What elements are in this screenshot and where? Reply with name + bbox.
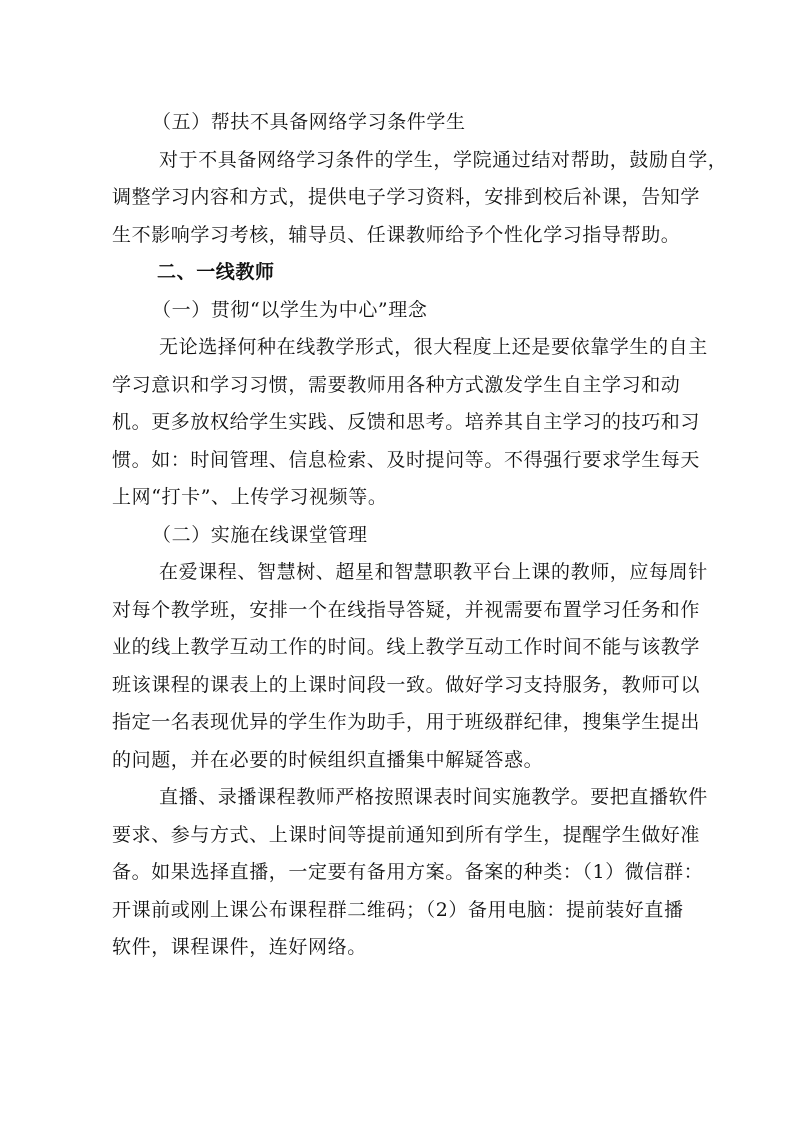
paragraph-line: 调整学习内容和方式，提供电子学习资料，安排到校后补课，告知学: [112, 186, 701, 208]
subsection-heading: （一）贯彻“以学生为中心”理念: [152, 298, 428, 321]
paragraph-line: 对于不具备网络学习条件的学生，学院通过结对帮助，鼓励自学，: [159, 148, 728, 171]
paragraph-line: 班该课程的课表上的上课时间段一致。做好学习支持服务，教师可以: [112, 673, 701, 696]
paragraph-line: 业的线上教学互动工作的时间。线上教学互动工作时间不能与该教学: [112, 636, 701, 658]
paragraph-line: 机。更多放权给学生实践、反馈和思考。培养其自主学习的技巧和习: [112, 411, 701, 433]
paragraph-line: 对每个教学班，安排一个在线指导答疑，并视需要布置学习任务和作: [112, 598, 701, 621]
paragraph-line: 直播、录播课程教师严格按照课表时间实施教学。要把直播软件: [159, 786, 708, 808]
subsection-heading: （二）实施在线课堂管理: [152, 523, 368, 546]
paragraph-line: 要求、参与方式、上课时间等提前通知到所有学生，提醒学生做好准: [112, 823, 701, 846]
paragraph-line: 学习意识和学习习惯，需要教师用各种方式激发学生自主学习和动: [112, 373, 681, 396]
subsection-heading: （五）帮扶不具备网络学习条件学生: [152, 111, 466, 133]
section-heading: 二、一线教师: [157, 261, 275, 283]
paragraph-line: 备。如果选择直播，一定要有备用方案。备案的种类：（1）微信群：: [112, 861, 704, 883]
paragraph-line: 开课前或刚上课公布课程群二维码；（2）备用电脑：提前装好直播: [112, 898, 684, 921]
paragraph-line: 无论选择何种在线教学形式，很大程度上还是要依靠学生的自主: [159, 336, 708, 358]
paragraph-line: 指定一名表现优异的学生作为助手，用于班级群纪律，搜集学生提出: [112, 711, 701, 733]
paragraph-line: 生不影响学习考核，辅导员、任课教师给予个性化学习指导帮助。: [112, 223, 681, 246]
paragraph-line: 惯。如：时间管理、信息检索、及时提问等。不得强行要求学生每天: [112, 448, 701, 471]
paragraph-line: 的问题，并在必要的时候组织直播集中解疑答惑。: [112, 748, 544, 771]
paragraph-line: 上网“打卡”、上传学习视频等。: [112, 486, 388, 508]
paragraph-line: 在爱课程、智慧树、超星和智慧职教平台上课的教师，应每周针: [159, 561, 708, 583]
paragraph-line: 软件，课程课件，连好网络。: [112, 936, 367, 958]
